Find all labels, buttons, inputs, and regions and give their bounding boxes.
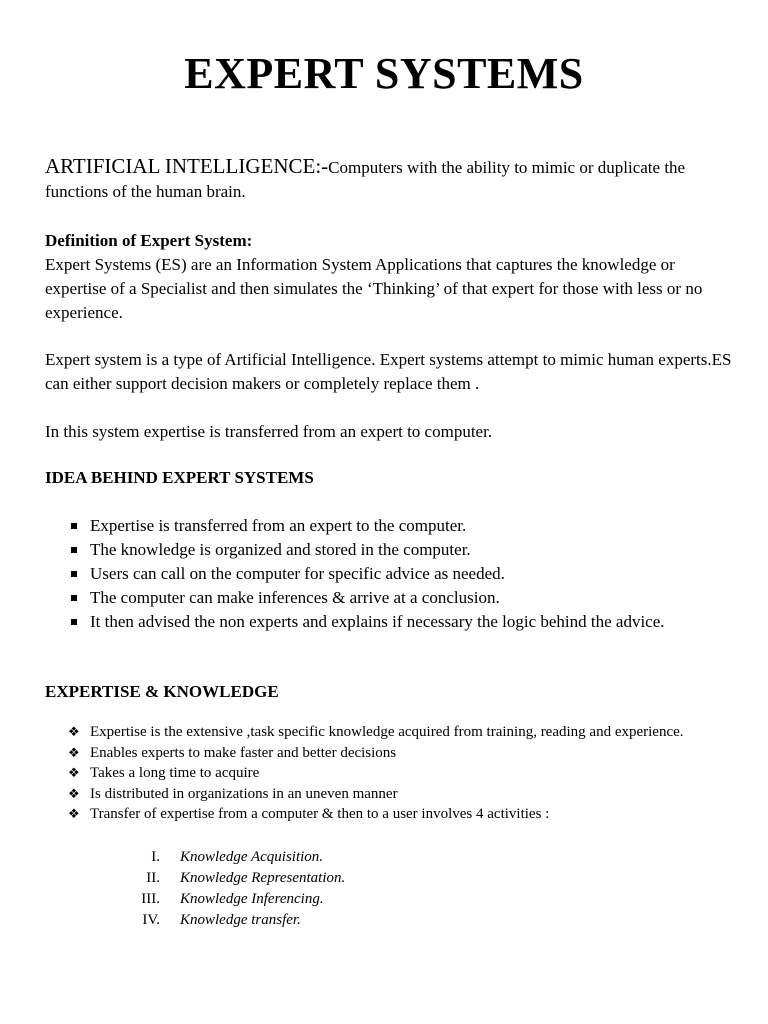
activity-item (120, 847, 520, 868)
list-item (45, 538, 735, 562)
list-item-text: The knowledge is organized and stored in the computer. (90, 540, 471, 559)
activity-item (120, 889, 520, 910)
ai-text: Computers with the ability to mimic or duplicate the functions of the human brain. (45, 158, 686, 201)
activity-number: IV. (142, 912, 160, 928)
ai-definition (45, 154, 735, 204)
transfer-paragraph: In this system expertise is transferred from an expert to computer. (45, 422, 493, 441)
activity-number: I. (151, 849, 160, 865)
list-item (45, 562, 735, 586)
activity-item (120, 910, 520, 931)
list-item-text: Expertise is transferred from an expert to the computer. (90, 516, 467, 535)
activity-text: Knowledge Inferencing. (180, 891, 324, 907)
list-item-text: Enables experts to make faster and better decisions (90, 744, 397, 761)
list-item (68, 743, 718, 764)
diamond-bullet-icon: ❖ (68, 806, 80, 821)
expertise-list (68, 722, 718, 825)
definition-body: Expert Systems (ES) are an Information System Applications that captures the knowledge or expertise of a Specialist and then simulates the ‘Thinking’ of that expert for those with less or no experience. (45, 255, 703, 322)
list-item (45, 610, 735, 634)
square-bullet-icon (71, 619, 77, 625)
expertise-heading: EXPERTISE & KNOWLEDGE (45, 682, 279, 701)
ai-heading: ARTIFICIAL INTELLIGENCE (45, 154, 316, 178)
list-item (68, 722, 718, 743)
square-bullet-icon (71, 595, 77, 601)
list-item (45, 586, 735, 610)
activity-number: II. (146, 870, 160, 886)
list-item-text: The computer can make inferences & arrive at a conclusion. (90, 588, 500, 607)
diamond-bullet-icon: ❖ (68, 724, 80, 739)
activity-item (120, 868, 520, 889)
activity-text: Knowledge Representation. (180, 870, 346, 886)
square-bullet-icon (71, 547, 77, 553)
list-item-text: It then advised the non experts and explains if necessary the logic behind the advice. (90, 612, 665, 631)
diamond-bullet-icon: ❖ (68, 765, 80, 780)
activities-list (120, 847, 520, 931)
diamond-bullet-icon: ❖ (68, 785, 80, 801)
square-bullet-icon (71, 571, 77, 577)
list-item (68, 784, 718, 805)
ai-separator: :- (315, 154, 329, 178)
list-item-text: Transfer of expertise from a computer & then to a user involves 4 activities : (90, 806, 550, 822)
diamond-bullet-icon: ❖ (68, 744, 80, 760)
definition-heading: Definition of Expert System: (45, 231, 253, 250)
list-item-text: Is distributed in organizations in an uneven manner (90, 785, 398, 802)
expert-system-paragraph: Expert system is a type of Artificial Intelligence. Expert systems attempt to mimic human experts.ES can either support decision makers or completely replace them . (45, 350, 732, 393)
list-item (68, 763, 718, 784)
list-item (68, 804, 718, 825)
list-item-text: Takes a long time to acquire (90, 765, 260, 781)
activity-text: Knowledge transfer. (180, 912, 301, 928)
idea-heading: IDEA BEHIND EXPERT SYSTEMS (45, 468, 314, 487)
activity-text: Knowledge Acquisition. (180, 849, 324, 865)
page-title: EXPERT SYSTEMS (184, 49, 584, 98)
idea-list (45, 514, 735, 634)
square-bullet-icon (71, 523, 77, 529)
list-item-text: Users can call on the computer for specific advice as needed. (90, 564, 505, 583)
list-item (45, 514, 735, 538)
list-item-text: Expertise is the extensive ,task specific knowledge acquired from training, reading and experience. (90, 724, 684, 740)
activity-number: III. (141, 891, 160, 907)
